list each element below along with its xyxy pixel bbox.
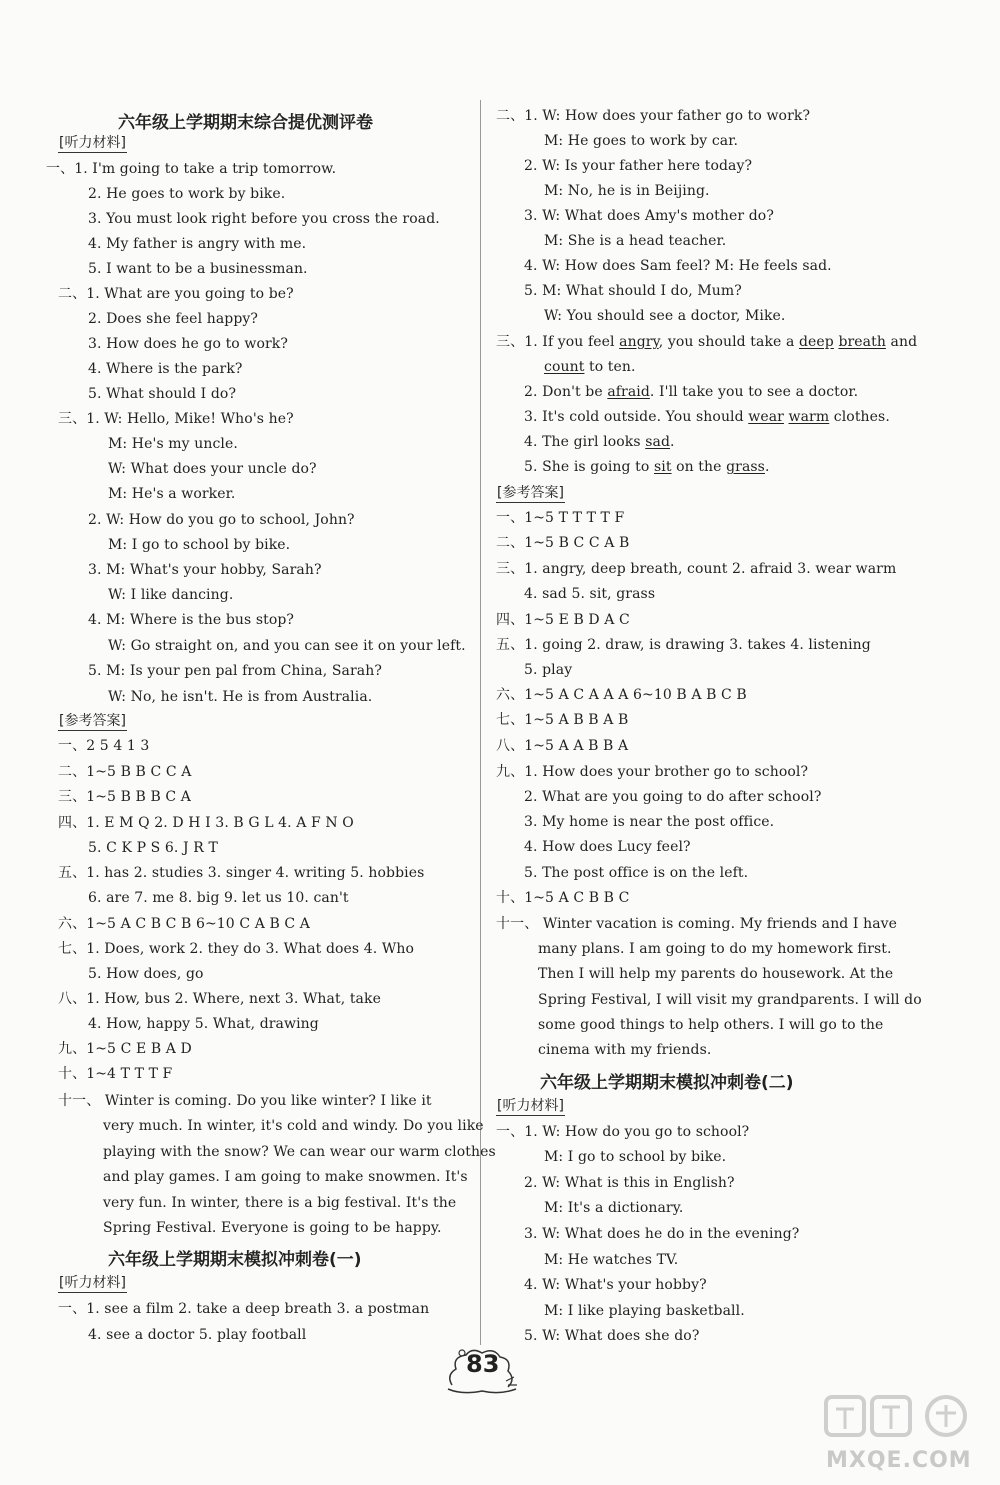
text-line: 4. W: How does Sam feel? M: He feels sad. xyxy=(524,258,832,274)
underlined-word: wear xyxy=(748,409,784,425)
text-line: 2. Does she feel happy? xyxy=(88,311,258,327)
answer-line: 六、1~5 A C B C B 6~10 C A B C A xyxy=(58,916,310,932)
text-line: M: No, he is in Beijing. xyxy=(544,183,710,199)
text: . xyxy=(764,459,770,475)
underlined-word: warm xyxy=(788,409,830,425)
passage-line: Spring Festival. Everyone is going to be happy. xyxy=(103,1220,442,1236)
text-line: 3. M: What's your hobby, Sarah? xyxy=(88,562,322,578)
answers-tag: [ 参考答案 ] xyxy=(496,484,565,503)
passage-line: playing with the snow? We can wear our warm clothes xyxy=(103,1144,496,1160)
text-line: M: I go to school by bike. xyxy=(544,1149,727,1165)
text-line: 5. W: What does she do? xyxy=(524,1328,700,1344)
answer-line: 三、1. angry, deep breath, count 2. afraid 3. wear warm xyxy=(496,561,897,577)
answer-line: 4. How, happy 5. What, drawing xyxy=(88,1016,319,1032)
answer-line: 五、1. has 2. studies 3. singer 4. writing 5. hobbies xyxy=(58,865,425,881)
fill-blank-line xyxy=(524,458,770,476)
text: to ten. xyxy=(584,359,636,375)
text-line: M: He watches TV. xyxy=(544,1252,679,1268)
fill-blank-line xyxy=(524,433,675,451)
underlined-word: afraid xyxy=(607,384,650,400)
answer-line: 四、1~5 E B D A C xyxy=(496,612,630,628)
listening-material-tag: [ 听力材料 ] xyxy=(496,1097,565,1116)
passage-line: very fun. In winter, there is a big festival. It's the xyxy=(103,1195,457,1211)
text-line: 3. W: What does Amy's mother do? xyxy=(524,208,774,224)
answer-line: 6. are 7. me 8. big 9. let us 10. can't xyxy=(88,890,349,906)
passage-line: cinema with my friends. xyxy=(538,1042,712,1058)
text: 2. Don't be xyxy=(524,384,608,400)
text: , you should take a xyxy=(658,334,799,350)
text-line: 二、1. W: How does your father go to work? xyxy=(496,108,811,124)
answer-line: 六、1~5 A C A A A 6~10 B A B C B xyxy=(496,687,747,703)
text-line: M: He's a worker. xyxy=(108,486,236,502)
text-line: 一、1. see a film 2. take a deep breath 3. a postman xyxy=(58,1301,430,1317)
answer-line: 三、1~5 B B B C A xyxy=(58,789,191,805)
text-line: 4. Where is the park? xyxy=(88,361,243,377)
answer-line: 二、1~5 B C C A B xyxy=(496,535,630,551)
answer-line: 七、1~5 A B B A B xyxy=(496,712,629,728)
text: 三、1. If you feel xyxy=(496,334,620,350)
text: and xyxy=(885,334,918,350)
underlined-word: angry xyxy=(619,334,659,350)
passage-line: many plans. I am going to do my homework first. xyxy=(538,941,892,957)
section-title-comprehensive: 六年级上学期期末综合提优测评卷 xyxy=(118,113,373,133)
text-line: 5. M: Is your pen pal from China, Sarah? xyxy=(88,663,382,679)
underlined-word: count xyxy=(544,359,585,375)
passage-line: and play games. I am going to make snowmen. It's xyxy=(103,1169,468,1185)
text-line: M: He goes to work by car. xyxy=(544,133,739,149)
answer-line: 5. C K P S 6. J R T xyxy=(88,840,218,856)
text-line: 三、1. W: Hello, Mike! Who's he? xyxy=(58,411,294,427)
text-line: 5. M: What should I do, Mum? xyxy=(524,283,742,299)
passage-line: Spring Festival, I will visit my grandparents. I will do xyxy=(538,992,922,1008)
answer-line: 十、1~5 A C B B C xyxy=(496,890,630,906)
text-line: 4. see a doctor 5. play football xyxy=(88,1327,307,1343)
underlined-word: sad xyxy=(645,434,671,450)
answer-line: 九、1~5 C E B A D xyxy=(58,1041,192,1057)
text-line: M: She is a head teacher. xyxy=(544,233,727,249)
text-line: 3. W: What does he do in the evening? xyxy=(524,1226,800,1242)
text: 3. It's cold outside. You should xyxy=(524,409,749,425)
fill-blank-line xyxy=(496,333,917,351)
text-line: M: I go to school by bike. xyxy=(108,537,291,553)
watermark-url: MXQE.COM xyxy=(826,1448,972,1473)
listening-material-tag: [ 听力材料 ] xyxy=(58,134,127,153)
answer-line: 一、1~5 T T T T F xyxy=(496,510,625,526)
answer-line: 四、1. E M Q 2. D H I 3. B G L 4. A F N O xyxy=(58,815,354,831)
text-line: 4. M: Where is the bus stop? xyxy=(88,612,295,628)
passage-line: some good things to help others. I will go to the xyxy=(538,1017,884,1033)
text-line: 2. W: How do you go to school, John? xyxy=(88,512,355,528)
answer-line: 十、1~4 T T T F xyxy=(58,1066,173,1082)
text-line: 5. I want to be a businessman. xyxy=(88,261,308,277)
answer-line: 八、1. How, bus 2. Where, next 3. What, take xyxy=(58,991,381,1007)
answer-line: 八、1~5 A A B B A xyxy=(496,738,629,754)
text-line: W: What does your uncle do? xyxy=(108,461,317,477)
underlined-word: grass xyxy=(726,459,765,475)
text-line: 4. W: What's your hobby? xyxy=(524,1277,707,1293)
passage-line: 十一、 Winter vacation is coming. My friends and I have xyxy=(496,916,898,932)
page-number: 83 xyxy=(466,1350,500,1378)
answer-line: 九、1. How does your brother go to school? xyxy=(496,764,809,780)
fill-blank-line xyxy=(524,408,890,426)
answer-line: 五、1. going 2. draw, is drawing 3. takes 4. listening xyxy=(496,637,871,653)
text-line: M: He's my uncle. xyxy=(108,436,238,452)
underlined-word: sit xyxy=(653,459,672,475)
text: 5. She is going to xyxy=(524,459,654,475)
answer-line: 二、1~5 B B C C A xyxy=(58,764,192,780)
answer-line: 5. play xyxy=(524,662,573,678)
text-line: W: No, he isn't. He is from Australia. xyxy=(108,689,373,705)
text-line: W: You should see a doctor, Mike. xyxy=(544,308,786,324)
answer-line: 七、1. Does, work 2. they do 3. What does 4. Who xyxy=(58,941,414,957)
text-line: 2. He goes to work by bike. xyxy=(88,186,286,202)
text-line: M: It's a dictionary. xyxy=(544,1200,684,1216)
text-line: 3. You must look right before you cross the road. xyxy=(88,211,440,227)
text: on the xyxy=(671,459,727,475)
text-line: W: I like dancing. xyxy=(108,587,234,603)
passage-line: Then I will help my parents do housework. At the xyxy=(538,966,894,982)
section-title-mock-one: 六年级上学期期末模拟冲刺卷(一) xyxy=(108,1250,362,1270)
text-line: 4. My father is angry with me. xyxy=(88,236,307,252)
fill-blank-line xyxy=(544,358,636,376)
text-line: 一、1. I'm going to take a trip tomorrow. xyxy=(46,161,337,177)
passage-line: 十一、 Winter is coming. Do you like winter? I like it xyxy=(58,1093,432,1109)
listening-material-tag: [ 听力材料 ] xyxy=(58,1274,127,1293)
answer-line: 4. sad 5. sit, grass xyxy=(524,586,656,602)
text-line: 2. W: What is this in English? xyxy=(524,1175,735,1191)
text: . xyxy=(670,434,675,450)
text-line: 一、1. W: How do you go to school? xyxy=(496,1124,750,1140)
text-line: 二、1. What are you going to be? xyxy=(58,286,294,302)
fill-blank-line xyxy=(524,383,858,401)
text-line: W: Go straight on, and you can see it on your left. xyxy=(108,638,466,654)
answer-line: 3. My home is near the post office. xyxy=(524,814,775,830)
text: 4. The girl looks xyxy=(524,434,646,450)
answer-line: 一、2 5 4 1 3 xyxy=(58,738,150,754)
answer-line: 5. The post office is on the left. xyxy=(524,865,749,881)
answer-line: 2. What are you going to do after school? xyxy=(524,789,822,805)
section-title-mock-two: 六年级上学期期末模拟冲刺卷(二) xyxy=(540,1073,794,1093)
text-line: 5. What should I do? xyxy=(88,386,237,402)
underlined-word: breath xyxy=(838,334,886,350)
text: clothes. xyxy=(829,409,890,425)
text-line: 2. W: Is your father here today? xyxy=(524,158,753,174)
answer-line: 5. How does, go xyxy=(88,966,204,982)
text-line: M: I like playing basketball. xyxy=(544,1303,745,1319)
underlined-word: deep xyxy=(798,334,834,350)
text-line: 3. How does he go to work? xyxy=(88,336,288,352)
passage-line: very much. In winter, it's cold and windy. Do you like xyxy=(103,1118,484,1134)
answer-line: 4. How does Lucy feel? xyxy=(524,839,691,855)
text: . I'll take you to see a doctor. xyxy=(649,384,859,400)
answers-tag: [ 参考答案 ] xyxy=(58,712,127,731)
